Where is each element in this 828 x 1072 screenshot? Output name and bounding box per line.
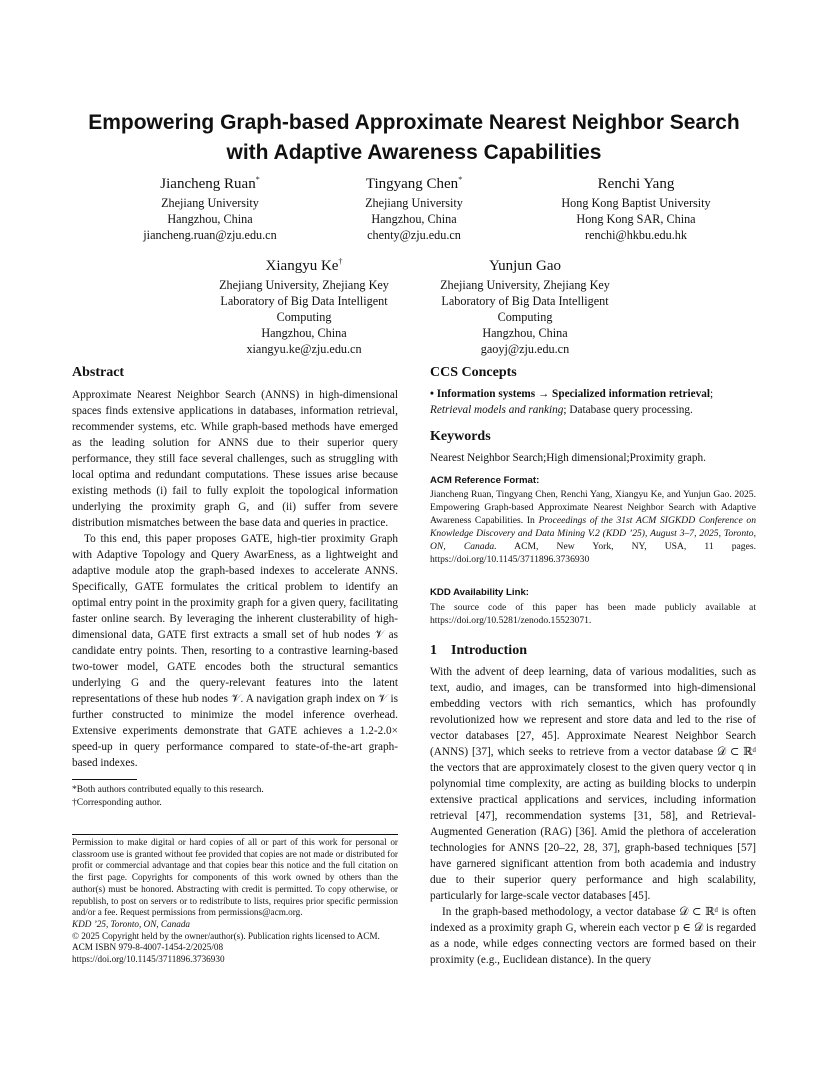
author-affiliation: Hangzhou, China xyxy=(167,212,253,226)
author-affiliation: Hangzhou, China xyxy=(482,326,568,340)
permission-rule xyxy=(72,834,398,835)
section-title: Introduction xyxy=(451,643,527,658)
author-email: renchi@hkbu.edu.hk xyxy=(585,228,687,242)
permission-block xyxy=(72,837,398,966)
ccs-concept-primary: • Information systems → Specialized information retrieval xyxy=(430,388,710,400)
author-email: xiangyu.ke@zju.edu.cn xyxy=(246,342,362,356)
isbn-line: ACM ISBN 979-8-4007-1454-2/2025/08 xyxy=(72,942,224,953)
footnote-rule xyxy=(72,779,137,780)
reference-format-heading: ACM Reference Format: xyxy=(430,475,540,486)
author-email: jiancheng.ruan@zju.edu.cn xyxy=(143,228,277,242)
ccs-heading: CCS Concepts xyxy=(430,365,517,380)
intro-paragraph-2: In the graph-based methodology, a vector database 𝒟 ⊂ ℝᵈ is often indexed as a proximity graph G, wherein each vector p ∈ 𝒟 is regarded as a node, while edges connecting vectors are formed based on their proximity (e.g., Euclidean distance). In the query xyxy=(430,906,756,966)
paper-title xyxy=(40,108,788,168)
footnote: †Corresponding author. xyxy=(72,797,162,808)
author-mark: † xyxy=(338,257,343,266)
keywords-text: Nearest Neighbor Search;High dimensional;Proximity graph. xyxy=(430,452,706,464)
abstract-paragraph-2: To this end, this paper proposes GATE, high-tier proximity Graph with Adaptive Topology and Query AwarEness, as a lightweight and adaptive module atop the graph-based indexes to accelerate ANNS. Specifically, GATE formulates the critical problem to identify an optimal entry point in the proximity graph for a given query, facilitating faster online search. By leveraging the inherent clusterability of high-dimensional data, GATE first extracts a small set of hub nodes 𝒱 as candidate entry points. Then, resorting to a contrastive learning-based two-tower model, GATE encodes both the structural semantics underlying G and the query-relevant features into the latent representations of these hub nodes 𝒱. A navigation graph index on 𝒱 is further constructed to minimize the model inference overhead. Extensive experiments demonstrate that GATE achieves a 1.2-2.0× speed-up in query performance compared to state-of-the-art graph-based indexes. xyxy=(72,533,398,769)
permission-text: Permission to make digital or hard copies of all or part of this work for personal or classroom use is granted without fee provided that copies are not made or distributed for profit or commercial advantage and that copies bear this notice and the full citation on the first page. Copyrights for components of this work owned by others than the author(s) must be honored. Abstracting with credit is permitted. To copy otherwise, or republish, to post on servers or to redistribute to lists, requires prior specific permission and/or a fee. Request permissions from permissions@acm.org. xyxy=(72,837,398,918)
ccs-body xyxy=(430,386,756,418)
section-number: 1 xyxy=(430,643,437,658)
author-affiliation: Hong Kong SAR, China xyxy=(576,212,696,226)
author-email: gaoyj@zju.edu.cn xyxy=(480,342,570,356)
author-name: Xiangyu Ke xyxy=(265,258,339,274)
reference-text-tail[interactable]: ACM, New York, NY, USA, 11 pages. https://doi.org/10.1145/3711896.3736930 xyxy=(430,541,756,565)
author-affiliation: Laboratory of Big Data Intelligent xyxy=(441,294,609,308)
author-name: Jiancheng Ruan xyxy=(160,176,256,192)
author-block xyxy=(179,256,429,357)
keywords-heading: Keywords xyxy=(430,429,491,444)
abstract-paragraph-1: Approximate Nearest Neighbor Search (ANNS) in high-dimensional spaces finds extensive applications in databases, information retrieval, recommender systems, etc. While graph-based methods have emerged as the leading solution for ANNS due to their superior query performance, they still face several challenges, such as struggling with local optima and redundant computations. These issues arise because existing methods (i) fail to fully exploit the topological information underlying the proximity graph G, and (ii) suffer from severe distribution mismatches between the base data and queries in practice. xyxy=(72,389,398,529)
author-name: Tingyang Chen xyxy=(365,176,459,192)
title-line-2: with Adaptive Awareness Capabilities xyxy=(226,141,602,164)
intro-paragraph-1: With the advent of deep learning, data of various modalities, such as text, audio, and images, can be transformed into high-dimensional embedding vectors with rich semantics, which has profoundly revolutionized how we represent and store data and led to the rise of vector databases [27, 45]. Approximate Nearest Neighbor Search (ANNS) [37], which seeks to retrieve from a vector database 𝒟 ⊂ ℝᵈ the vectors that are approximately closest to the given query vector q in polynomial time complexity, are acting as building blocks to underpin extensive practical applications and services, including information retrieval [47], recommendation systems [31, 58], and Retrieval-Augmented Generation (RAG) [36]. Amid the plethora of acceleration technologies for ANNS [20–22, 28, 37], graph-based techniques [57] have garnered significant attention from both academia and industry due to their superior query performance and high scalability, particularly for large-scale vector databases [45]. xyxy=(430,666,756,902)
author-affiliation: Hangzhou, China xyxy=(261,326,347,340)
author-name: Renchi Yang xyxy=(597,176,675,192)
abstract-heading: Abstract xyxy=(72,365,125,380)
author-affiliation: Hangzhou, China xyxy=(371,212,457,226)
author-affiliation: Zhejiang University, Zhejiang Key xyxy=(440,278,610,292)
reference-text: Jiancheng Ruan, Tingyang Chen, Renchi Yang, Xiangyu Ke, and Yunjun Gao. 2025. Empowering Graph-based Approximate Nearest Neighbor Search with Adaptive Awareness Capabilities. In xyxy=(430,489,756,526)
reference-format-body xyxy=(430,488,756,566)
availability-text[interactable]: The source code of this paper has been made publicly available at https://doi.org/10.5281/zenodo.15523071. xyxy=(430,602,756,626)
ccs-concept-tail: ; Database query processing. xyxy=(563,404,693,416)
intro-body xyxy=(430,664,756,968)
author-name: Yunjun Gao xyxy=(488,258,562,274)
author-block xyxy=(400,256,650,357)
author-affiliation: Computing xyxy=(497,310,553,324)
author-email: chenty@zju.edu.cn xyxy=(367,228,461,242)
author-block xyxy=(511,174,761,243)
author-affiliation: Computing xyxy=(276,310,332,324)
author-affiliation: Zhejiang University, Zhejiang Key xyxy=(219,278,389,292)
title-line-1: Empowering Graph-based Approximate Nearest Neighbor Search xyxy=(88,111,740,134)
ccs-concept-secondary: Retrieval models and ranking xyxy=(430,404,564,416)
availability-heading: KDD Availability Link: xyxy=(430,587,529,598)
author-affiliation: Hong Kong Baptist University xyxy=(561,196,711,210)
intro-heading xyxy=(430,643,527,659)
doi-link[interactable]: https://doi.org/10.1145/3711896.3736930 xyxy=(72,954,225,965)
author-affiliation: Zhejiang University xyxy=(365,196,463,210)
copyright-line: © 2025 Copyright held by the owner/author(s). Publication rights licensed to ACM. xyxy=(72,930,380,941)
ccs-separator: ; xyxy=(709,388,714,400)
venue-line: KDD ’25, Toronto, ON, Canada xyxy=(72,918,191,929)
author-affiliation: Zhejiang University xyxy=(161,196,259,210)
author-block xyxy=(289,174,539,243)
reference-proceedings: Proceedings of the 31st ACM SIGKDD Conference on Knowledge Discovery and Data Mining V.2 (KDD ’25), August 3–7, 2025, Toronto, ON, Canada. xyxy=(430,515,757,552)
author-mark: * xyxy=(255,175,260,184)
footnote: *Both authors contributed equally to this research. xyxy=(72,785,264,795)
author-mark: * xyxy=(458,175,463,184)
abstract-body xyxy=(72,387,398,771)
author-affiliation: Laboratory of Big Data Intelligent xyxy=(220,294,388,308)
footnotes xyxy=(72,784,398,809)
